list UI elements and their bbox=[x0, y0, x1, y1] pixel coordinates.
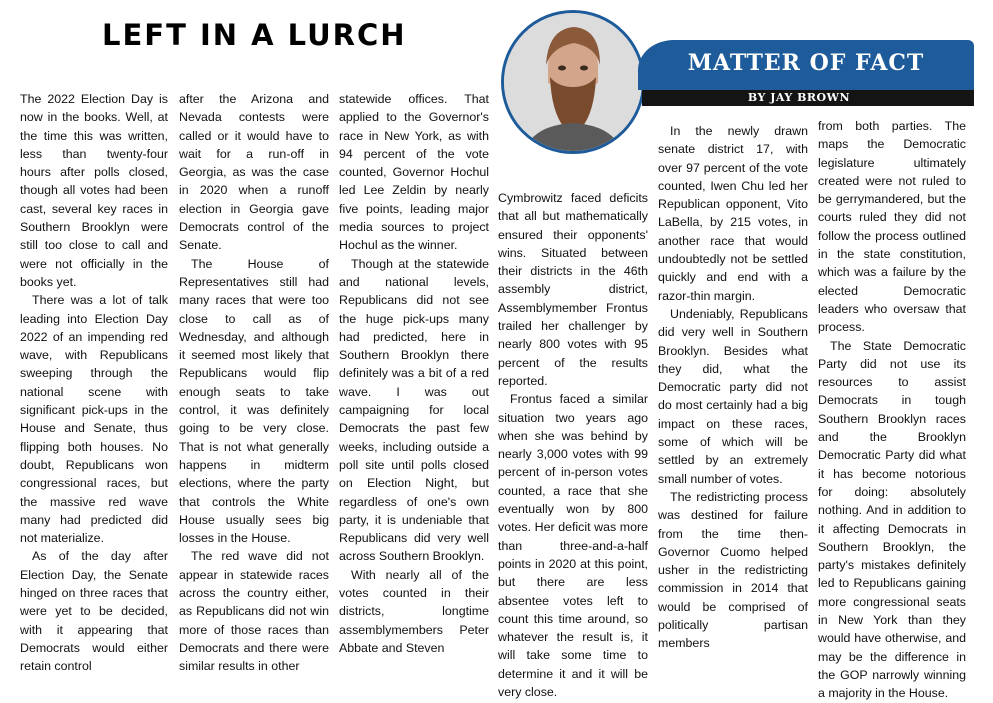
paragraph: The House of Representatives still had many races that were too close to call as of Wednesday, and although it seemed most likely that Republicans would flip enough seats to take control, it was definitely going to be very close. That is not what generally happens in midterm elections, where the party that controls the White House usually sees big losses in the House. bbox=[179, 256, 329, 546]
article-column-4 bbox=[498, 189, 648, 701]
paragraph: The 2022 Election Day is now in the books. Well, at the time this was written, less than twenty-four hours after polls closed, though all votes had been cast, several key races in Southern Brooklyn were still too close to call and were not officially in the books yet. bbox=[20, 92, 168, 289]
byline: BY JAY BROWN bbox=[747, 91, 850, 104]
byline-bar bbox=[642, 90, 974, 106]
article-column-3 bbox=[339, 90, 489, 657]
author-photo bbox=[501, 10, 645, 154]
article-column-2 bbox=[179, 90, 329, 676]
paragraph: In the newly drawn senate district 17, with over 97 percent of the vote counted, Iwen Chu led her Republican opponent, Vito LaBella, by 215 votes, in another race that would undoubtedly not be settled quickly and end with a razor-thin margin. bbox=[658, 124, 808, 303]
paragraph: statewide offices. That applied to the Governor's race in New York, as with 94 percent of the vote counted, Governor Hochul led Lee Zeldin by nearly five points, leading major media sources to project Hochul as the winner. bbox=[339, 92, 489, 253]
paragraph: Undeniably, Republicans did very well in Southern Brooklyn. Besides what they did, what the Democratic party did not do most certainly had a big impact on these races, some of which will be settled by an extremely small number of votes. bbox=[658, 306, 808, 486]
paragraph: from both parties. The maps the Democratic legislature ultimately created were not ruled to be gerrymandered, but the courts ruled they did not follow the process outlined in the state constitution, which was a failure by the elected Democratic leaders who oversaw that process. bbox=[818, 119, 966, 335]
author-portrait-icon bbox=[504, 13, 642, 151]
paragraph: The redistricting process was destined for failure from the time then-Governor Cuomo helped usher in the redistricting commission in 2014 that would be comprised of politically partisan members bbox=[658, 489, 808, 651]
column-title: MATTER OF FACT bbox=[687, 50, 925, 76]
paragraph: The red wave did not appear in statewide races across the country either, as Republicans did not win more of those races than Democrats and there were similar results in other bbox=[179, 549, 329, 674]
article-column-1 bbox=[20, 90, 168, 676]
paragraph: after the Arizona and Nevada contests were called or it would have to wait for a run-off in Georgia, as was the case in 2020 when a runoff election in Georgia gave Democrats control of the Senate. bbox=[179, 92, 329, 253]
paragraph: With nearly all of the votes counted in their districts, longtime assemblymembers Peter Abbate and Steven bbox=[339, 567, 489, 655]
article-column-6 bbox=[818, 117, 966, 703]
paragraph: Though at the statewide and national levels, Republicans did not see the huge pick-ups many had predicted, here in Southern Brooklyn there definitely was a bit of a red wave. I was out campaigning for local Democrats the past few weeks, including outside a poll site until polls closed on Election Night, but regardless of one's own party, it is undeniable that Republicans did very well across Southern Brooklyn. bbox=[339, 256, 489, 564]
column-banner bbox=[638, 40, 974, 90]
paragraph: Frontus faced a similar situation two years ago when she was behind by nearly 3,000 votes with 99 percent of in-person votes counted, a race that she eventually won by 800 votes. Her deficit was more than three-and-a-half points in 2020 at this point, but there are less absentee votes left to count this time around, so whatever the result is, it will take some time to determine it and it will be very close. bbox=[498, 392, 648, 700]
headline: LEFT IN A LURCH bbox=[102, 18, 407, 52]
paragraph: As of the day after Election Day, the Senate hinged on three races that were yet to be decided, with it appearing that Democrats would either retain control bbox=[20, 549, 168, 674]
paragraph: Cymbrowitz faced deficits that all but mathematically ensured their opponents' wins. Situated between their districts in the 46th assembly district, Assemblymember Frontus trailed her challenger by nearly 800 votes with 95 percent of the results reported. bbox=[498, 191, 648, 388]
article-column-5 bbox=[658, 122, 808, 653]
paragraph: The State Democratic Party did not use its resources to assist Democrats in tough Southern Brooklyn races and the Brooklyn Democratic Party did what it has become notorious for doing: absolutely nothing. And in addition to it affecting Democrats in Southern Brooklyn, the party's mistakes definitely led to Republicans gaining more congressional seats in New York than they would have otherwise, and may be the difference in the GOP narrowly winning a majority in the House. bbox=[818, 338, 966, 701]
paragraph: There was a lot of talk leading into Election Day 2022 of an impending red wave, with Republicans sweeping through the national scene with significant pick-ups in the House and Senate, thus flipping both houses. No doubt, Republicans won congressional races, but the massive red wave many had predicted did not materialize. bbox=[20, 293, 168, 546]
